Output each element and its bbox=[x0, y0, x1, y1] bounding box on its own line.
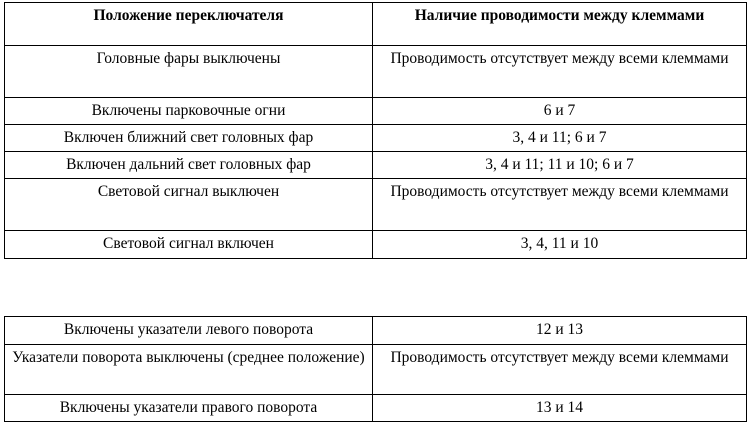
switch-conductivity-table-headlights bbox=[4, 2, 747, 259]
cell-position: Световой сигнал включен bbox=[5, 231, 373, 259]
table-row bbox=[5, 98, 747, 125]
cell-conductivity: 12 и 13 bbox=[373, 317, 747, 345]
cell-position: Включены парковочные огни bbox=[5, 98, 373, 125]
table-row bbox=[5, 179, 747, 231]
cell-conductivity: 6 и 7 bbox=[373, 98, 747, 125]
table-row bbox=[5, 317, 747, 345]
cell-conductivity: 3, 4 и 11; 11 и 10; 6 и 7 bbox=[373, 152, 747, 179]
cell-position: Головные фары выключены bbox=[5, 46, 373, 98]
cell-position: Включены указатели правого поворота bbox=[5, 395, 373, 422]
cell-position: Указатели поворота выключены (среднее положение) bbox=[5, 345, 373, 395]
table-row bbox=[5, 152, 747, 179]
table-header-row bbox=[5, 3, 747, 46]
header-conductivity: Наличие проводимости между клеммами bbox=[373, 3, 747, 46]
cell-conductivity: 13 и 14 bbox=[373, 395, 747, 422]
switch-conductivity-table-turn-signals bbox=[4, 316, 747, 422]
header-switch-position: Положение переключателя bbox=[5, 3, 373, 46]
cell-conductivity: Проводимость отсутствует между всеми клеммами bbox=[373, 345, 747, 395]
cell-conductivity: 3, 4, 11 и 10 bbox=[373, 231, 747, 259]
table-row bbox=[5, 125, 747, 152]
table-row bbox=[5, 345, 747, 395]
cell-conductivity: 3, 4 и 11; 6 и 7 bbox=[373, 125, 747, 152]
table-row bbox=[5, 395, 747, 422]
cell-conductivity: Проводимость отсутствует между всеми клеммами bbox=[373, 179, 747, 231]
cell-conductivity: Проводимость отсутствует между всеми клеммами bbox=[373, 46, 747, 98]
cell-position: Включены указатели левого поворота bbox=[5, 317, 373, 345]
table-row bbox=[5, 231, 747, 259]
table-row bbox=[5, 46, 747, 98]
cell-position: Световой сигнал выключен bbox=[5, 179, 373, 231]
cell-position: Включен дальний свет головных фар bbox=[5, 152, 373, 179]
cell-position: Включен ближний свет головных фар bbox=[5, 125, 373, 152]
